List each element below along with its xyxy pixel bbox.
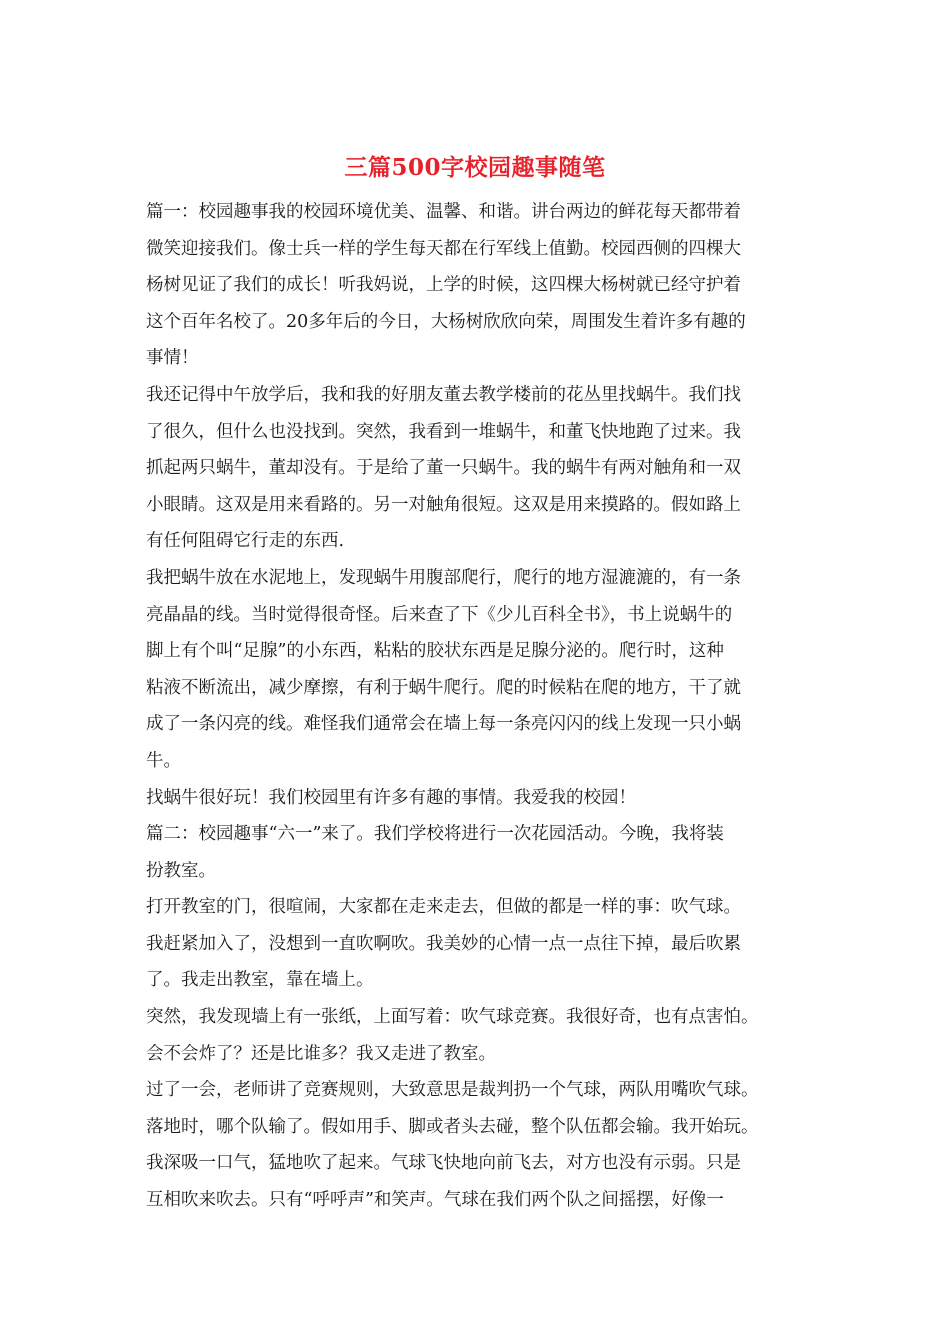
text-line: 了很久，但什么也没找到。突然，我看到一堆蜗牛，和董飞快地跑了过来。我 xyxy=(146,421,741,442)
text-line: 这个百年名校了。20多年后的今日，大杨树欣欣向荣，周围发生着许多有趣的 xyxy=(146,311,746,332)
text-line: 我赶紧加入了，没想到一直吹啊吹。我美妙的心情一点一点往下掉，最后吹累 xyxy=(146,933,741,954)
text-line: 我还记得中午放学后，我和我的好朋友董去教学楼前的花丛里找蜗牛。我们找 xyxy=(146,384,741,405)
text-line: 事情！ xyxy=(146,348,199,369)
text-line: 篇二：校园趣事“六一”来了。我们学校将进行一次花园活动。今晚，我将装 xyxy=(146,824,724,845)
text-line: 扮教室。 xyxy=(146,860,216,881)
document-title: 三篇500字校园趣事随笔 xyxy=(344,154,606,181)
text-line: 亮晶晶的线。当时觉得很奇怪。后来查了下《少儿百科全书》，书上说蜗牛的 xyxy=(146,604,733,625)
text-line: 我深吸一口气，猛地吹了起来。气球飞快地向前飞去，对方也没有示弱。只是 xyxy=(146,1153,741,1174)
text-line: 脚上有个叫“足腺”的小东西，粘粘的胶状东西是足腺分泌的。爬行时，这种 xyxy=(146,641,724,662)
text-line: 会不会炸了？还是比谁多？我又走进了教室。 xyxy=(146,1043,496,1064)
text-line: 互相吹来吹去。只有“呼呼声”和笑声。气球在我们两个队之间摇摆，好像一 xyxy=(146,1190,724,1211)
text-line: 打开教室的门，很喧闹，大家都在走来走去，但做的都是一样的事：吹气球。 xyxy=(146,897,741,918)
text-line: 篇一：校园趣事我的校园环境优美、温馨、和谐。讲台两边的鲜花每天都带着 xyxy=(146,202,741,222)
text-line: 粘液不断流出，减少摩擦，有利于蜗牛爬行。爬的时候粘在爬的地方，干了就 xyxy=(146,677,741,698)
text-line: 落地时，哪个队输了。假如用手、脚或者头去碰，整个队伍都会输。我开始玩。 xyxy=(146,1116,759,1137)
text-line: 我把蜗牛放在水泥地上，发现蜗牛用腹部爬行，爬行的地方湿漉漉的，有一条 xyxy=(146,567,741,588)
text-line: 成了一条闪亮的线。难怪我们通常会在墙上每一条亮闪闪的线上发现一只小蜗 xyxy=(146,714,741,735)
text-line: 牛。 xyxy=(146,750,181,771)
text-line: 突然，我发现墙上有一张纸，上面写着：吹气球竞赛。我很好奇，也有点害怕。 xyxy=(146,1007,759,1028)
document-body xyxy=(146,194,812,1219)
text-line: 微笑迎接我们。像士兵一样的学生每天都在行军线上值勤。校园西侧的四棵大 xyxy=(146,238,741,259)
text-line: 有任何阻碍它行走的东西. xyxy=(146,531,345,552)
text-line: 了。我走出教室，靠在墙上。 xyxy=(146,970,374,991)
text-line: 找蜗牛很好玩！我们校园里有许多有趣的事情。我爱我的校园！ xyxy=(146,787,636,808)
text-line: 杨树见证了我们的成长！听我妈说，上学的时候，这四棵大杨树就已经守护着 xyxy=(146,275,741,296)
text-line: 抓起两只蜗牛，董却没有。于是给了董一只蜗牛。我的蜗牛有两对触角和一双 xyxy=(146,458,741,479)
text-line: 小眼睛。这双是用来看路的。另一对触角很短。这双是用来摸路的。假如路上 xyxy=(146,494,741,515)
text-line: 过了一会，老师讲了竞赛规则，大致意思是裁判扔一个气球，两队用嘴吹气球。 xyxy=(146,1080,759,1101)
